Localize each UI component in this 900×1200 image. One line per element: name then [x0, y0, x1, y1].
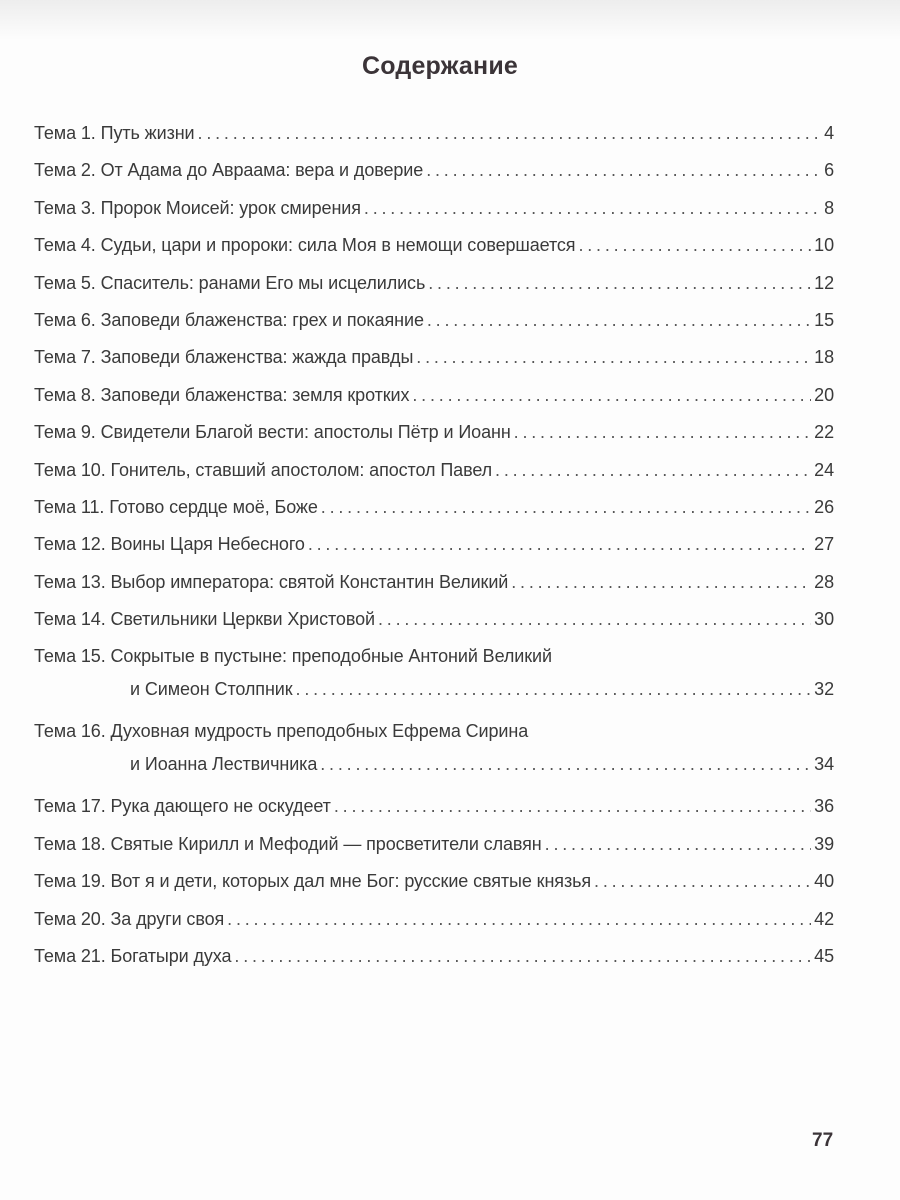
- dot-leader: [227, 909, 811, 930]
- toc-entry-20[interactable]: [34, 909, 834, 946]
- topic-title: Вот я и дети, которых дал мне Бог: русские святые князья: [110, 871, 592, 892]
- dot-leader: [428, 273, 811, 294]
- topic-title: Воины Царя Небесного: [110, 534, 305, 555]
- toc-entry-11[interactable]: [34, 497, 834, 534]
- toc-entry-18[interactable]: [34, 834, 834, 871]
- topic-number: Тема 5.: [34, 272, 96, 293]
- page-ref: 26: [814, 496, 834, 517]
- page-number: 77: [812, 1130, 834, 1151]
- topic-title: Заповеди блаженства: грех и покаяние: [100, 309, 424, 330]
- page-ref: 8: [824, 197, 834, 218]
- page-ref: 45: [814, 946, 834, 967]
- topic-title: Заповеди блаженства: жажда правды: [100, 347, 414, 368]
- table-of-contents: [34, 123, 834, 983]
- topic-title: Судьи, цари и пророки: сила Моя в немощи совершается: [100, 235, 576, 256]
- dot-leader: [594, 871, 811, 892]
- dot-leader: [545, 834, 812, 855]
- topic-title: Рука дающего не оскудеет: [110, 796, 331, 817]
- topic-number: Тема 14.: [34, 609, 106, 630]
- topic-number: Тема 6.: [34, 309, 96, 330]
- topic-number: Тема 21.: [34, 946, 106, 967]
- page-ref: 27: [814, 534, 834, 555]
- toc-entry-13[interactable]: [34, 572, 834, 609]
- toc-entry-19[interactable]: [34, 871, 834, 908]
- toc-entry-8[interactable]: [34, 385, 834, 422]
- toc-entry-16[interactable]: [34, 721, 834, 796]
- topic-number: Тема 2.: [34, 160, 96, 181]
- topic-number: Тема 20.: [34, 908, 106, 929]
- topic-title: Богатыри духа: [110, 946, 232, 967]
- topic-title-continued: и Иоанна Лествичника: [130, 754, 318, 775]
- page-ref: 36: [814, 796, 834, 817]
- dot-leader: [308, 534, 811, 555]
- page-ref: 4: [824, 123, 834, 143]
- dot-leader: [416, 347, 811, 368]
- page-ref: 18: [814, 347, 834, 368]
- toc-entry-7[interactable]: [34, 347, 834, 384]
- topic-title: Спаситель: ранами Его мы исцелились: [100, 272, 426, 293]
- topic-number: Тема 7.: [34, 347, 96, 368]
- page-ref: 10: [814, 235, 834, 256]
- topic-number: Тема 1.: [34, 123, 96, 143]
- dot-leader: [321, 497, 811, 518]
- topic-title: Путь жизни: [100, 123, 195, 143]
- topic-number: Тема 3.: [34, 197, 96, 218]
- topic-title: Святые Кирилл и Мефодий — просветители славян: [110, 833, 542, 854]
- dot-leader: [511, 572, 811, 593]
- page-ref: 24: [814, 459, 834, 480]
- toc-entry-4[interactable]: [34, 235, 834, 272]
- topic-title: Гонитель, ставший апостолом: апостол Павел: [110, 459, 493, 480]
- topic-number: Тема 9.: [34, 422, 96, 443]
- topic-number: Тема 4.: [34, 235, 96, 256]
- dot-leader: [234, 946, 811, 967]
- page-ref: 28: [814, 571, 834, 592]
- toc-entry-15[interactable]: [34, 646, 834, 721]
- topic-title: Свидетели Благой вести: апостолы Пётр и Иоанн: [100, 422, 511, 443]
- page-ref: 15: [814, 309, 834, 330]
- page-ref: 6: [824, 160, 834, 181]
- toc-entry-10[interactable]: [34, 460, 834, 497]
- topic-number: Тема 16.: [34, 721, 106, 742]
- topic-title: Готово сердце моё, Боже: [109, 496, 318, 517]
- dot-leader: [320, 754, 811, 775]
- toc-entry-3[interactable]: [34, 198, 834, 235]
- toc-entry-1[interactable]: [34, 123, 834, 160]
- topic-title: Сокрытые в пустыне: преподобные Антоний Великий: [110, 646, 552, 667]
- topic-number: Тема 8.: [34, 384, 96, 405]
- topic-number: Тема 17.: [34, 796, 106, 817]
- toc-entry-9[interactable]: [34, 422, 834, 459]
- toc-entry-2[interactable]: [34, 160, 834, 197]
- topic-number: Тема 19.: [34, 871, 106, 892]
- topic-title: За други своя: [110, 908, 225, 929]
- toc-entry-12[interactable]: [34, 534, 834, 571]
- dot-leader: [198, 123, 821, 144]
- dot-leader: [427, 310, 811, 331]
- topic-number: Тема 18.: [34, 833, 106, 854]
- toc-entry-14[interactable]: [34, 609, 834, 646]
- toc-entry-6[interactable]: [34, 310, 834, 347]
- page-ref: 32: [814, 679, 834, 700]
- topic-title: От Адама до Авраама: вера и доверие: [100, 160, 424, 181]
- dot-leader: [378, 609, 811, 630]
- topic-number: Тема 11.: [34, 496, 105, 517]
- page-ref: 34: [814, 754, 834, 775]
- page-ref: 12: [814, 272, 834, 293]
- page-ref: 22: [814, 422, 834, 443]
- dot-leader: [364, 198, 821, 219]
- dot-leader: [514, 422, 812, 443]
- topic-title: Выбор императора: святой Константин Великий: [110, 571, 509, 592]
- topic-title-continued: и Симеон Столпник: [130, 679, 293, 700]
- topic-number: Тема 12.: [34, 534, 106, 555]
- page-ref: 20: [814, 384, 834, 405]
- page-edge-shadow: [0, 0, 900, 40]
- dot-leader: [578, 235, 811, 256]
- page-ref: 40: [814, 871, 834, 892]
- page-ref: 42: [814, 908, 834, 929]
- topic-title: Пророк Моисей: урок смирения: [100, 197, 361, 218]
- topic-title: Духовная мудрость преподобных Ефрема Сирина: [110, 721, 529, 742]
- dot-leader: [495, 460, 811, 481]
- topic-title: Светильники Церкви Христовой: [110, 609, 375, 630]
- dot-leader: [296, 679, 812, 700]
- toc-entry-17[interactable]: [34, 796, 834, 833]
- toc-entry-21[interactable]: [34, 946, 834, 983]
- dot-leader: [426, 160, 821, 181]
- page-ref: 30: [814, 609, 834, 630]
- topic-number: Тема 15.: [34, 646, 106, 667]
- topic-number: Тема 10.: [34, 459, 106, 480]
- dot-leader: [334, 796, 811, 817]
- topic-title: Заповеди блаженства: земля кротких: [100, 384, 410, 405]
- topic-number: Тема 13.: [34, 571, 106, 592]
- page-ref: 39: [814, 833, 834, 854]
- dot-leader: [412, 385, 811, 406]
- page-title: Содержание: [361, 52, 519, 80]
- toc-entry-5[interactable]: [34, 273, 834, 310]
